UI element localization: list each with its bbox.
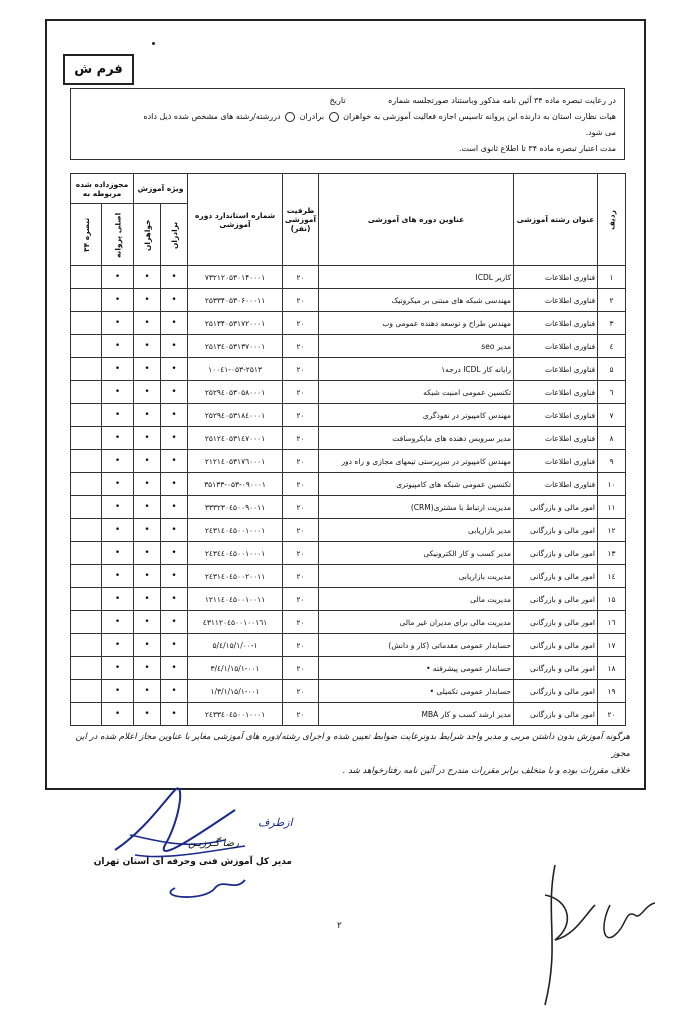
sisters-cell: •: [134, 473, 161, 496]
table-row: [71, 312, 626, 335]
table-row: [71, 680, 626, 703]
field-cell: امور مالی و بازرگانی: [514, 565, 598, 588]
brothers-cell: •: [161, 358, 188, 381]
field-cell: امور مالی و بازرگانی: [514, 519, 598, 542]
course-cell: رایانه کار ICDL درجه۱: [319, 358, 514, 381]
table-row: [71, 519, 626, 542]
row-number: ۱۳: [598, 542, 626, 565]
capacity-cell: ۲۰: [283, 634, 319, 657]
original-license-cell: •: [102, 588, 134, 611]
dot-mark: [152, 42, 155, 45]
row-number: ۳: [598, 312, 626, 335]
field-cell: امور مالی و بازرگانی: [514, 611, 598, 634]
field-cell: امور مالی و بازرگانی: [514, 542, 598, 565]
side-signature: [515, 855, 665, 1015]
table-row: [71, 427, 626, 450]
intro-paragraph: [70, 88, 625, 160]
sisters-cell: •: [134, 703, 161, 726]
table-row: [71, 657, 626, 680]
note-34-cell: [71, 542, 102, 565]
capacity-cell: ۲۰: [283, 542, 319, 565]
signatory-title: مدیر کل آموزش فنی وحرفه ای استان تهران: [93, 857, 292, 867]
sisters-cell: •: [134, 588, 161, 611]
standard-code-cell: ۲٤۳۳٤۰٤۵۰۰۱۰۰۰۱: [188, 703, 283, 726]
table-row: [71, 381, 626, 404]
course-cell: مدیریت بازاریابی: [319, 565, 514, 588]
field-cell: فناوری اطلاعات: [514, 266, 598, 289]
field-cell: فناوری اطلاعات: [514, 312, 598, 335]
table-row: [71, 404, 626, 427]
note-34-cell: [71, 657, 102, 680]
course-cell: حسابدار عمومی مقدماتی (کار و دانش): [319, 634, 514, 657]
course-cell: تکنسین عمومی امنیت شبکه: [319, 381, 514, 404]
note-34-cell: [71, 312, 102, 335]
row-number: ۸: [598, 427, 626, 450]
standard-code-cell: ٤۳۱۱۲۰٤۵۰۰۱۰۰۱٦۱: [188, 611, 283, 634]
row-number: ۲: [598, 289, 626, 312]
original-license-cell: •: [102, 312, 134, 335]
table-row: [71, 634, 626, 657]
field-cell: فناوری اطلاعات: [514, 427, 598, 450]
header-capacity: ظرفیت آموزشی (نفر): [283, 174, 319, 266]
field-cell: فناوری اطلاعات: [514, 404, 598, 427]
brothers-cell: •: [161, 703, 188, 726]
header-course: عناوین دوره های آموزشی: [319, 174, 514, 266]
header-original-license: اصلی پروانه: [102, 204, 134, 266]
capacity-cell: ۲۰: [283, 381, 319, 404]
sisters-cell: •: [134, 565, 161, 588]
sisters-cell: •: [134, 427, 161, 450]
course-cell: مدیر seo: [319, 335, 514, 358]
course-cell: مهندس کامپیوتر در نفوذگری: [319, 404, 514, 427]
field-cell: امور مالی و بازرگانی: [514, 496, 598, 519]
sisters-cell: •: [134, 657, 161, 680]
field-cell: امور مالی و بازرگانی: [514, 634, 598, 657]
course-cell: مدیر بازاریابی: [319, 519, 514, 542]
row-number: ۱۸: [598, 657, 626, 680]
intro-line-2c: دررشته/رشته های مشخص شده ذیل داده: [143, 112, 281, 121]
brothers-cell: •: [161, 657, 188, 680]
row-number: ١٦: [598, 611, 626, 634]
brothers-cell: •: [161, 266, 188, 289]
note-34-cell: [71, 703, 102, 726]
note-34-cell: [71, 496, 102, 519]
original-license-cell: •: [102, 634, 134, 657]
table-row: [71, 358, 626, 381]
field-cell: فناوری اطلاعات: [514, 358, 598, 381]
capacity-cell: ۲۰: [283, 496, 319, 519]
original-license-cell: •: [102, 450, 134, 473]
note-34-cell: [71, 519, 102, 542]
sisters-cell: •: [134, 680, 161, 703]
note-34-cell: [71, 381, 102, 404]
note-34-cell: [71, 473, 102, 496]
course-cell: مهندس طراح و توسعه دهنده عمومی وب: [319, 312, 514, 335]
header-licenses: مجوزداده شده مربوطه به: [71, 174, 134, 204]
page-number: ۲: [337, 921, 342, 931]
form-label: فرم ش: [74, 62, 123, 77]
footer-line-1: هرگونه آموزش بدون داشتن مربی و مدیر واجد شرایط بدونرعایت ضوابط تعیین شده و اجرای رشته/دوره های آموزشی مغایر با عناوین مجاز اعلام شده در این مجوز: [75, 732, 630, 759]
intro-line-2a: هیات نظارت استان به دارنده این پروانه تاسیس اجازه فعالیت آموزشی به خواهران: [343, 112, 616, 121]
table-row: [71, 542, 626, 565]
standard-code-cell: ۲٤۳۱٤۰٤۵۰۰۱۰۰۰۱: [188, 519, 283, 542]
table-row: [71, 588, 626, 611]
table-row: [71, 565, 626, 588]
capacity-cell: ۲۰: [283, 427, 319, 450]
row-number: ۱۵: [598, 588, 626, 611]
capacity-cell: ۲۰: [283, 565, 319, 588]
standard-code-cell: ۲٤۳۱٤۰٤۵۰۰۲۰۰۱۱: [188, 565, 283, 588]
original-license-cell: •: [102, 611, 134, 634]
capacity-cell: ۲۰: [283, 657, 319, 680]
original-license-cell: •: [102, 703, 134, 726]
standard-code-cell: ۲۵۲۹٤۰۵۳۰۵۸۰۰۰۱: [188, 381, 283, 404]
standard-code-cell: ۲٤۳٤٤۰٤۵۰۰۱۰۰۰۱: [188, 542, 283, 565]
course-cell: مدیریت مالی برای مدیران غیر مالی: [319, 611, 514, 634]
courses-table: [70, 173, 626, 726]
course-cell: مهندسی شبکه های مبتنی بر میکروتیک: [319, 289, 514, 312]
table-row: [71, 496, 626, 519]
note-34-cell: [71, 565, 102, 588]
sisters-cell: •: [134, 542, 161, 565]
table-row: [71, 611, 626, 634]
header-special: ویژه آموزش: [134, 174, 188, 204]
field-cell: امور مالی و بازرگانی: [514, 680, 598, 703]
row-number: ۱۷: [598, 634, 626, 657]
sisters-cell: •: [134, 358, 161, 381]
table-row: [71, 473, 626, 496]
standard-code-cell: ۳۵۱۳۳-۰۵۳-۰۹۰۰۰۱: [188, 473, 283, 496]
note-34-cell: [71, 358, 102, 381]
original-license-cell: •: [102, 657, 134, 680]
capacity-cell: ۲۰: [283, 450, 319, 473]
brothers-cell: •: [161, 680, 188, 703]
form-label-box: [63, 54, 134, 85]
original-license-cell: •: [102, 427, 134, 450]
brothers-cell: •: [161, 473, 188, 496]
header-row-number: ردیف: [598, 174, 626, 266]
original-license-cell: •: [102, 381, 134, 404]
course-cell: مدیر سرویس دهنده های مایکروسافت: [319, 427, 514, 450]
original-license-cell: •: [102, 404, 134, 427]
note-34-cell: [71, 427, 102, 450]
row-number: ٤: [598, 335, 626, 358]
row-number: ۷: [598, 404, 626, 427]
sisters-cell: •: [134, 335, 161, 358]
course-cell: حسابدار عمومی تکمیلی •: [319, 680, 514, 703]
field-cell: امور مالی و بازرگانی: [514, 703, 598, 726]
standard-code-cell: ۲۵۱۲٤۰۵۳۱٤۷۰۰۰۱: [188, 427, 283, 450]
sisters-cell: •: [134, 266, 161, 289]
brothers-cell: •: [161, 565, 188, 588]
note-34-cell: [71, 404, 102, 427]
original-license-cell: •: [102, 473, 134, 496]
note-34-cell: [71, 289, 102, 312]
table-row: [71, 703, 626, 726]
intro-date-label: تاریخ: [329, 96, 346, 105]
row-number: ۱۱: [598, 496, 626, 519]
original-license-cell: •: [102, 542, 134, 565]
capacity-cell: ۲۰: [283, 312, 319, 335]
sisters-cell: •: [134, 496, 161, 519]
row-number: ۵: [598, 358, 626, 381]
brothers-cell: •: [161, 519, 188, 542]
standard-code-cell: ۲۵۲۹٤۰۵۳۱۸٤۰۰۰۱: [188, 404, 283, 427]
field-cell: فناوری اطلاعات: [514, 381, 598, 404]
brothers-cell: •: [161, 450, 188, 473]
sisters-cell: •: [134, 404, 161, 427]
row-number: ١٤: [598, 565, 626, 588]
row-number: ۱۲: [598, 519, 626, 542]
brothers-cell: •: [161, 611, 188, 634]
brothers-cell: •: [161, 335, 188, 358]
brothers-cell: •: [161, 588, 188, 611]
standard-code-cell: ۳۳۳۲۳۰٤۵۰۰۹۰۰۱۱: [188, 496, 283, 519]
field-cell: فناوری اطلاعات: [514, 473, 598, 496]
sisters-cell: •: [134, 611, 161, 634]
brothers-cell: •: [161, 404, 188, 427]
original-license-cell: •: [102, 289, 134, 312]
row-number: ۱: [598, 266, 626, 289]
note-34-cell: [71, 450, 102, 473]
header-standard-code: شماره استاندارد دوره آموزشی: [188, 174, 283, 266]
capacity-cell: ۲۰: [283, 680, 319, 703]
intro-line-1-text: در رعایت تبصره ماده ۳۴ آئین نامه مذکور وباستناد صورتجلسه شماره: [388, 96, 616, 105]
header-field: عنوان رشته آموزشی: [514, 174, 598, 266]
standard-code-cell: ۲۵۱۳۴۰۵۳۱۷۲۰۰۰۱: [188, 312, 283, 335]
header-note-34: تبصره ۳۴: [71, 204, 102, 266]
note-34-cell: [71, 588, 102, 611]
capacity-cell: ۲۰: [283, 588, 319, 611]
standard-code-cell: ۲۵۳۳۴۰۵۳۰۶۰۰۰۱۱: [188, 289, 283, 312]
courses-table-body: [71, 266, 626, 726]
sisters-cell: •: [134, 289, 161, 312]
note-34-cell: [71, 335, 102, 358]
row-number: ٦: [598, 381, 626, 404]
brothers-cell: •: [161, 312, 188, 335]
table-row: [71, 450, 626, 473]
capacity-cell: ۲۰: [283, 703, 319, 726]
original-license-cell: •: [102, 335, 134, 358]
brothers-cell: •: [161, 542, 188, 565]
field-cell: امور مالی و بازرگانی: [514, 588, 598, 611]
brothers-cell: •: [161, 289, 188, 312]
row-number: ۹: [598, 450, 626, 473]
brothers-cell: •: [161, 496, 188, 519]
course-cell: تکنسین عمومی شبکه های کامپیوتری: [319, 473, 514, 496]
field-cell: فناوری اطلاعات: [514, 289, 598, 312]
course-cell: مدیریت مالی: [319, 588, 514, 611]
table-row: [71, 335, 626, 358]
row-number: ۱۹: [598, 680, 626, 703]
sisters-cell: •: [134, 312, 161, 335]
intro-line-4: مدت اعتبار تبصره ماده ۳۴ تا اطلاع ثانوی است.: [458, 144, 616, 153]
capacity-cell: ۲۰: [283, 519, 319, 542]
standard-code-cell: ۲۵۱۳٤۰۵۳۱۳۷۰۰۰۱: [188, 335, 283, 358]
standard-code-cell: ۲۱۲۱٤۰۵۳۱۷٦۰۰۰۱: [188, 450, 283, 473]
sisters-cell: •: [134, 519, 161, 542]
intro-line-2b: برادران: [299, 112, 325, 121]
course-cell: مهندس کامپیوتر در سرپرستی تیمهای مجازی و راه دور: [319, 450, 514, 473]
original-license-cell: •: [102, 496, 134, 519]
original-license-cell: •: [102, 565, 134, 588]
brothers-cell: •: [161, 427, 188, 450]
sisters-cell: •: [134, 634, 161, 657]
course-cell: کاربر ICDL: [319, 266, 514, 289]
course-cell: مدیر ارشد کسب و کار MBA: [319, 703, 514, 726]
capacity-cell: ۲۰: [283, 611, 319, 634]
capacity-cell: ۲۰: [283, 404, 319, 427]
note-34-cell: [71, 611, 102, 634]
capacity-cell: ۲۰: [283, 335, 319, 358]
standard-code-cell: ۱۲۱۱٤۰٤۵۰۰۱۰۰۱۱: [188, 588, 283, 611]
note-34-cell: [71, 680, 102, 703]
brothers-checkbox[interactable]: [285, 112, 295, 122]
row-number: ۱۰: [598, 473, 626, 496]
standard-code-cell: ۷۳۲۱۲۰۵۳۰۱۴۰۰۰۱: [188, 266, 283, 289]
sisters-cell: •: [134, 450, 161, 473]
standard-code-cell: ۱/۳/۱/۱۵/۱-۰۰۱: [188, 680, 283, 703]
row-number: ۲۰: [598, 703, 626, 726]
footer-line-2: خلاف مقررات بوده و با متخلف برابر مقررات مندرج در آئین نامه رفتارخواهد شد .: [342, 766, 630, 776]
intro-line-1: [77, 93, 616, 109]
course-cell: حسابدار عمومی پیشرفته •: [319, 657, 514, 680]
field-cell: فناوری اطلاعات: [514, 450, 598, 473]
brothers-cell: •: [161, 381, 188, 404]
standard-code-cell: ۳/٤/۱/۱۵/۱-۰۰۱: [188, 657, 283, 680]
capacity-cell: ۲۰: [283, 266, 319, 289]
original-license-cell: •: [102, 358, 134, 381]
header-sisters: خواهران: [134, 204, 161, 266]
original-license-cell: •: [102, 680, 134, 703]
original-license-cell: •: [102, 266, 134, 289]
handwritten-on-behalf-note: ازطرف: [258, 816, 293, 829]
standard-code-cell: ۵/٤/۱۵/۱/۰۰-۱: [188, 634, 283, 657]
field-cell: فناوری اطلاعات: [514, 335, 598, 358]
capacity-cell: ۲۰: [283, 358, 319, 381]
field-cell: امور مالی و بازرگانی: [514, 657, 598, 680]
table-row: [71, 289, 626, 312]
capacity-cell: ۲۰: [283, 289, 319, 312]
intro-line-2: [77, 109, 616, 125]
signatory-name: رضا گـرزیـن: [188, 838, 239, 849]
sisters-checkbox[interactable]: [329, 112, 339, 122]
header-brothers: برادران: [161, 204, 188, 266]
brothers-cell: •: [161, 634, 188, 657]
table-row: [71, 266, 626, 289]
course-cell: مدیر کسب و کار الکترونیکی: [319, 542, 514, 565]
original-license-cell: •: [102, 519, 134, 542]
sisters-cell: •: [134, 381, 161, 404]
note-34-cell: [71, 266, 102, 289]
note-34-cell: [71, 634, 102, 657]
standard-code-cell: ۱۰۰٤۱-۰۵۳-۲۵۱۳: [188, 358, 283, 381]
capacity-cell: ۲۰: [283, 473, 319, 496]
intro-line-3: می شود.: [585, 128, 616, 137]
course-cell: مدیریت ارتباط با مشتری(CRM): [319, 496, 514, 519]
